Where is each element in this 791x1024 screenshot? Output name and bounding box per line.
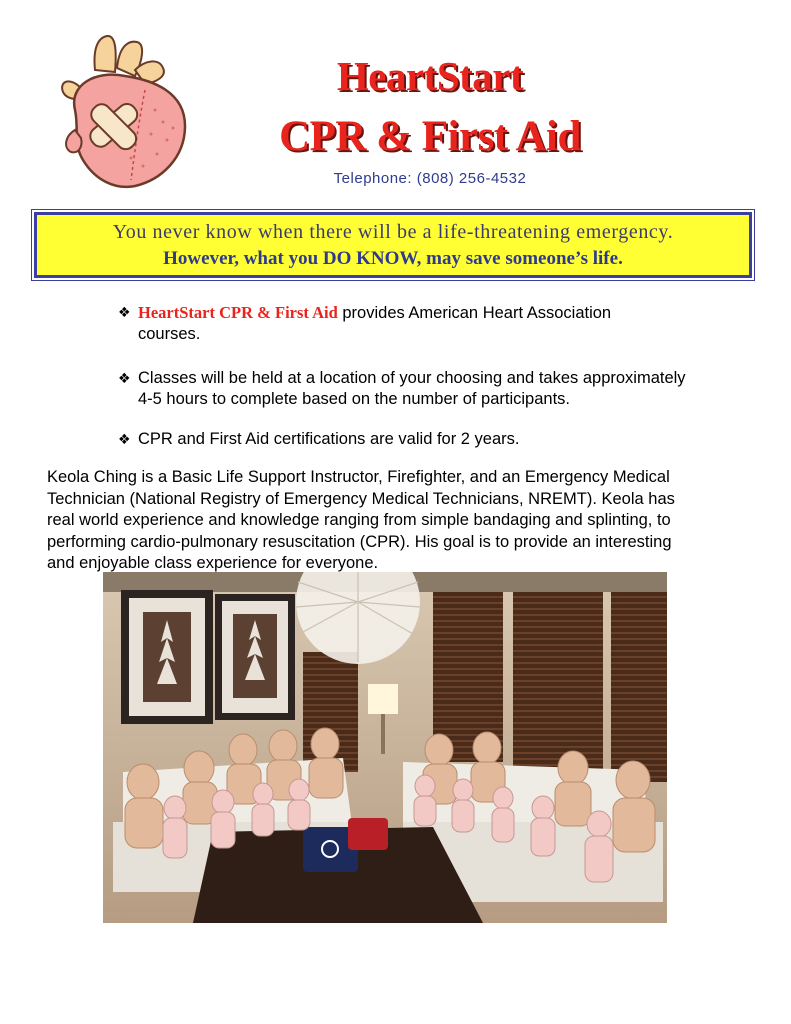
- bullet-text: [138, 302, 758, 345]
- bio-line: Keola Ching is a Basic Life Support Instructor, Firefighter, and an Emergency Medical: [47, 468, 670, 486]
- bullet-diamond-icon: ❖: [118, 304, 131, 320]
- company-name: HeartStart CPR & First Aid: [138, 303, 338, 322]
- bullet-diamond-icon: ❖: [118, 370, 131, 386]
- title-heartstart: HeartStart: [336, 53, 524, 99]
- banner-line-2: However, what you DO KNOW, may save someone’s life.: [163, 248, 623, 269]
- bio-line: real world experience and knowledge ranging from simple bandaging and splinting, to: [47, 511, 671, 529]
- title-cpr-first-aid: CPR & First Aid: [279, 113, 581, 160]
- classroom-mannequins-photo: [103, 572, 667, 923]
- bullet-diamond-icon: ❖: [118, 431, 131, 447]
- bio-line: performing cardio-pulmonary resuscitation (CPR). His goal is to provide an interesting: [47, 532, 672, 551]
- bullet-text: [138, 368, 758, 410]
- bio-line: and enjoyable class experience for everyone.: [47, 554, 379, 572]
- bandaged-heart-icon: [35, 30, 215, 200]
- bullet-text-a: provides American Heart Association: [337, 304, 612, 322]
- telephone-number: Telephone: (808) 256-4532: [333, 170, 527, 187]
- bullet-text-b: courses.: [138, 325, 201, 343]
- bullet-text-a: Classes will be held at a location of your choosing and takes approximately: [138, 369, 686, 387]
- emergency-banner: [34, 212, 752, 278]
- instructor-bio: [47, 467, 747, 575]
- banner-line-1: You never know when there will be a life-threatening emergency.: [112, 221, 674, 243]
- bio-line: Technician (National Registry of Emergency Medical Technicians, NREMT). Keola has: [47, 489, 675, 508]
- bullet-text: CPR and First Aid certifications are valid for 2 years.: [138, 430, 520, 448]
- bullet-text-b: 4-5 hours to complete based on the number of participants.: [138, 390, 571, 408]
